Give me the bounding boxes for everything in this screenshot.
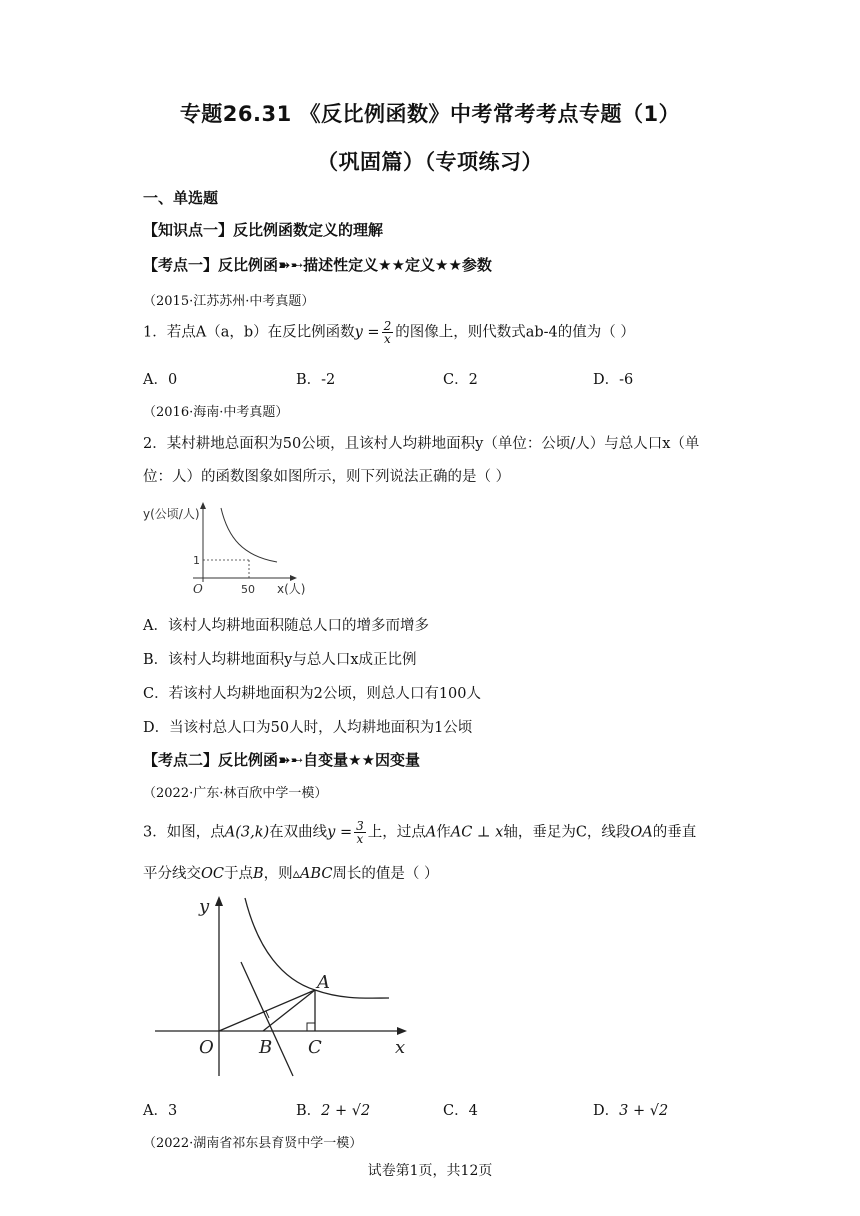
q3-fraction-den: x — [356, 832, 364, 846]
q3-l1-i: 的垂直 — [652, 824, 697, 841]
q3-line-2 — [143, 862, 439, 883]
q2-curve — [221, 508, 277, 562]
exam-point-2: 【考点二】反比例函➽➸自变量★★因变量 — [143, 751, 421, 769]
q3-l1-b: 在双曲线 — [269, 824, 328, 841]
section-heading: 一、单选题 — [143, 189, 219, 207]
q2-line-2: 位：人）的函数图象如图所示，则下列说法正确的是（ ） — [143, 469, 511, 485]
q3-l2-d: B — [252, 866, 264, 882]
q3-label-a: A — [317, 972, 330, 993]
q3-l1-d: A — [425, 824, 437, 841]
q3-option-b-expr: 2 + √2 — [321, 1103, 371, 1119]
q3-label-c: C — [308, 1037, 322, 1058]
title-line-1: 专题26.31 《反比例函数》中考常考考点专题（1） — [179, 102, 681, 126]
q3-x-arrow — [397, 1027, 407, 1035]
q3-option-d-label: D． — [593, 1103, 620, 1119]
q3-option-d-expr: 3 + √2 — [619, 1103, 669, 1119]
q1-fraction-num: 2 — [383, 319, 392, 333]
q3-label-o: O — [199, 1037, 214, 1058]
q3-fn-lhs: y = — [327, 824, 353, 841]
q3-y-arrow — [215, 896, 223, 906]
q1-text — [143, 320, 635, 345]
q2-option-a: A．该村人均耕地面积随总人口的增多而增多 — [143, 618, 429, 634]
q1-option-b: B．-2 — [296, 372, 336, 388]
q1-fn-lhs: y = — [354, 324, 380, 341]
q3-option-d — [593, 1099, 668, 1120]
q1-text-before: 1．若点A（a，b）在反比例函数 — [143, 324, 355, 341]
q3-right-angle-c — [307, 1023, 315, 1031]
q3-option-c: C．4 — [443, 1103, 478, 1119]
q3-l1-a: 3．如图，点 — [143, 824, 225, 841]
q3-option-b-label: B． — [296, 1103, 322, 1119]
page-footer: 试卷第1页，共12页 — [367, 1163, 493, 1179]
q3-option-a: A．3 — [143, 1103, 178, 1119]
exam-point-1: 【考点一】反比例函➽➸描述性定义★★定义★★参数 — [143, 256, 492, 274]
q1-option-c: C．2 — [443, 372, 478, 388]
q3-l2-g: 周长的值是（ ） — [332, 866, 439, 882]
q3-option-b — [296, 1099, 370, 1120]
q2-y-label: y(公顷/人) — [143, 507, 200, 521]
q2-origin: O — [193, 582, 203, 596]
q3-graph — [143, 890, 423, 1080]
knowledge-point-1: 【知识点一】反比例函数定义的理解 — [143, 221, 384, 239]
q2-graph — [143, 500, 313, 600]
q1-fraction-den: x — [384, 332, 391, 346]
q3-right-angle-bisector — [259, 1011, 269, 1018]
q2-x-label: x(人) — [277, 582, 306, 596]
q3-fraction-num: 3 — [356, 819, 364, 833]
q1-fraction — [382, 320, 394, 345]
q3-l1-h: OA — [630, 824, 653, 841]
q1-option-a: A．0 — [143, 372, 178, 388]
q2-source: （2016·海南·中考真题） — [143, 405, 289, 420]
q2-x-tick: 50 — [241, 583, 255, 596]
q3-fraction — [354, 820, 366, 845]
q3-l1-f: AC ⊥ x — [450, 824, 504, 841]
q3-line-1 — [143, 820, 696, 845]
q1-text-after: 的图像上，则代数式ab-4的值为（ ） — [395, 324, 635, 341]
q2-y-arrow — [200, 502, 206, 509]
q3-l1-e: 作 — [436, 824, 451, 841]
q2-y-tick: 1 — [193, 554, 200, 567]
q3-l1-g: 轴，垂足为C，线段 — [503, 824, 631, 841]
q1-option-d: D．-6 — [593, 372, 634, 388]
q3-label-x: x — [395, 1037, 406, 1058]
q3-l2-c: 于点 — [223, 866, 253, 882]
q2-x-arrow — [290, 575, 297, 581]
q3-label-b: B — [259, 1037, 273, 1058]
q2-option-b: B．该村人均耕地面积y与总人口x成正比例 — [143, 652, 417, 668]
q3-l2-b: OC — [201, 866, 224, 882]
q3-perp-bisector — [241, 962, 293, 1076]
title-line-2: （巩固篇）（专项练习） — [317, 150, 543, 174]
q3-source: （2022·广东·林百欣中学一模） — [143, 786, 328, 801]
q1-source: （2015·江苏苏州·中考真题） — [143, 294, 315, 309]
q2-option-c: C．若该村人均耕地面积为2公顷，则总人口有100人 — [143, 686, 481, 702]
q2-line-1: 2．某村耕地总面积为50公顷，且该村人均耕地面积y（单位：公顷/人）与总人口x（单 — [143, 436, 700, 452]
q3-l2-f: ▵ABC — [292, 866, 333, 882]
q3-l2-a: 平分线交 — [143, 866, 201, 882]
q3-label-y: y — [199, 896, 210, 917]
q3-l2-e: ，则 — [263, 866, 293, 882]
q2-option-d: D．当该村总人口为50人时，人均耕地面积为1公顷 — [143, 720, 473, 736]
q3-point-a: A(3,k) — [224, 824, 270, 841]
q3-l1-c: 上，过点 — [367, 824, 426, 841]
q4-source: （2022·湖南省祁东县育贤中学一模） — [143, 1136, 363, 1151]
q3-segment-oa — [219, 990, 315, 1031]
